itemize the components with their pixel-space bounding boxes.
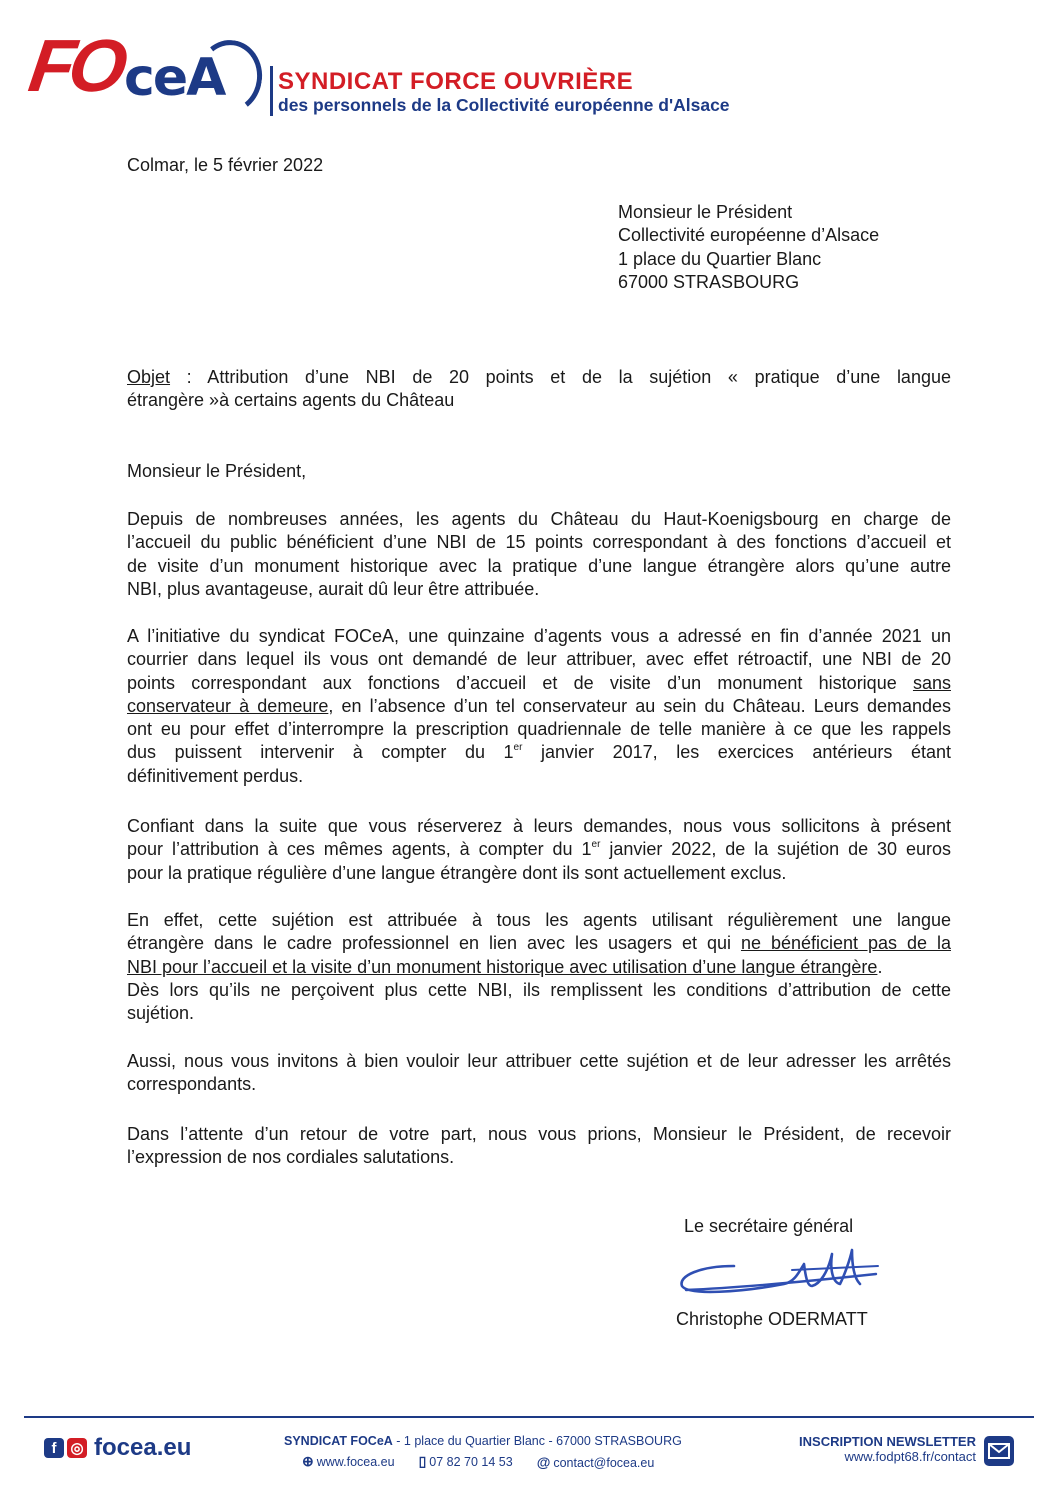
newsletter-title: INSCRIPTION NEWSLETTER	[799, 1434, 976, 1449]
footer-site-link[interactable]: focea.eu	[94, 1434, 192, 1461]
paragraph-5	[127, 1050, 951, 1097]
salutation-text: Monsieur le Président,	[127, 461, 307, 481]
recipient-line: Collectivité européenne d’Alsace	[618, 225, 880, 246]
letterhead	[24, 24, 1028, 124]
paragraph-line	[127, 695, 951, 718]
paragraph-text: dus puissent intervenir à compter du 1	[127, 742, 514, 763]
paragraph-1	[127, 508, 951, 601]
subject-text: : Attribution d’une NBI de 20 points et de la sujétion « pratique d’une langue	[170, 367, 951, 387]
recipient-line: 67000 STRASBOURG	[618, 272, 800, 293]
paragraph-line: A l’initiative du syndicat FOCeA, une quinzaine d’agents vous a adressé en fin d’année 2021 un	[127, 626, 951, 646]
footer-contact-row	[284, 1453, 724, 1470]
phone-icon: ▯	[418, 1453, 427, 1469]
footer-org-name: SYNDICAT FOCeA	[284, 1434, 393, 1448]
paragraph-line: l’expression de nos cordiales salutations.	[127, 1147, 455, 1168]
globe-icon: ⊕	[302, 1453, 314, 1469]
at-icon: @	[536, 1453, 551, 1470]
subject-line: étrangère »à certains agents du Château	[127, 390, 455, 411]
logo-cea-text: ceA	[124, 48, 225, 108]
instagram-icon[interactable]: ◎	[67, 1438, 87, 1458]
paragraph-line: En effet, cette sujétion est attribuée à tous les agents utilisant régulièrement une langue	[127, 910, 951, 930]
footer-web-text: www.focea.eu	[316, 1455, 395, 1469]
superscript: er	[513, 742, 523, 754]
footer-phone[interactable]	[419, 1453, 513, 1470]
underlined-text: ne bénéficient pas de la	[740, 933, 951, 954]
footer-divider	[24, 1416, 1034, 1418]
signatory-role: Le secrétaire général	[684, 1216, 854, 1236]
paragraph-2	[127, 625, 951, 788]
paragraph-line: Aussi, nous vous invitons à bien vouloir leur attribuer cette sujétion et de leur adresser les arrêtés	[127, 1051, 951, 1071]
handwritten-signature	[672, 1246, 882, 1308]
paragraph-line: Confiant dans la suite que vous réserverez à leurs demandes, nous vous sollicitons à présent	[127, 816, 951, 836]
paragraph-4	[127, 909, 951, 1025]
underlined-text: sans	[912, 672, 951, 693]
footer-org-address: - 1 place du Quartier Blanc - 67000 STRASBOURG	[392, 1434, 682, 1448]
paragraph-text: , en l’absence d’un tel conservateur au sein du Château. Leurs demandes	[328, 695, 951, 716]
recipient-line: Monsieur le Président	[618, 202, 793, 222]
paragraph-line: correspondants.	[127, 1074, 257, 1095]
paragraph-line	[127, 838, 951, 861]
paragraph-line: courrier dans lequel ils vous ont demandé de leur attribuer, avec effet rétroactif, une NBI de 20	[127, 649, 951, 670]
paragraph-text: points correspondant aux fonctions d’accueil et de visite d’un monument historique	[127, 672, 897, 693]
paragraph-text: .	[877, 956, 883, 977]
paragraph-3	[127, 815, 951, 885]
paragraph-line: de visite d’un monument historique avec la pratique d’une langue étrangère alors qu’une autre	[127, 555, 951, 576]
union-subtitle: des personnels de la Collectivité européenne d'Alsace	[278, 95, 730, 115]
paragraph-text: étrangère dans le cadre professionnel en lien avec les usagers et qui	[127, 933, 731, 954]
footer-email[interactable]	[537, 1454, 655, 1470]
paragraph-line: NBI, plus avantageuse, aurait dû leur être attribuée.	[127, 578, 540, 599]
union-title: SYNDICAT FORCE OUVRIÈRE	[278, 68, 634, 95]
paragraph-line	[127, 956, 951, 979]
mail-icon[interactable]	[984, 1436, 1014, 1466]
paragraph-line	[127, 741, 951, 764]
focea-logo	[24, 24, 260, 116]
newsletter-link[interactable]: www.fodpt68.fr/contact	[844, 1449, 976, 1464]
footer-phone-text: 07 82 70 14 53	[429, 1455, 513, 1469]
subject-block	[127, 366, 951, 413]
footer-email-text: contact@focea.eu	[553, 1455, 655, 1470]
paragraph-line	[127, 932, 951, 955]
paragraph-line: Dans l’attente d’un retour de votre part, nous vous prions, Monsieur le Président, de recevoir	[127, 1124, 951, 1144]
paragraph-line: ont eu pour effet d’interrompre la prescription quadriennale de telle manière à ce que les rappels	[127, 719, 951, 740]
paragraph-text: janvier 2022, de la sujétion de 30 euros	[600, 839, 951, 860]
footer-web[interactable]	[302, 1453, 395, 1470]
recipient-address	[618, 201, 879, 295]
paragraph-line: l’accueil du public bénéficient d’une NBI de 15 points correspondant à des fonctions d’accueil et	[127, 532, 951, 553]
footer-contact	[284, 1434, 724, 1470]
paragraph-6	[127, 1123, 951, 1170]
paragraph-line: sujétion.	[127, 1003, 195, 1024]
paragraph-line: Dès lors qu’ils ne perçoivent plus cette NBI, ils remplissent les conditions d’attribution de cette	[127, 979, 951, 1000]
paragraph-line	[127, 672, 951, 695]
subject-line	[127, 366, 951, 389]
footer-social	[44, 1432, 191, 1464]
signatory-name: Christophe ODERMATT	[676, 1309, 868, 1329]
letter-date: Colmar, le 5 février 2022	[127, 155, 324, 175]
salutation	[127, 460, 951, 483]
subject-label: Objet	[127, 367, 171, 387]
paragraph-line: pour la pratique régulière d’une langue étrangère dont ils sont actuellement exclus.	[127, 862, 787, 883]
paragraph-line: Depuis de nombreuses années, les agents du Château du Haut-Koenigsbourg en charge de	[127, 509, 951, 529]
underlined-text: NBI pour l’accueil et la visite d’un monument historique avec utilisation d’une langue étrangère	[127, 956, 878, 977]
footer-address	[284, 1434, 724, 1448]
header-separator	[270, 66, 273, 116]
footer-newsletter	[780, 1434, 976, 1464]
paragraph-line: définitivement perdus.	[127, 765, 304, 786]
paragraph-text: janvier 2017, les exercices antérieurs étant	[522, 742, 951, 763]
underlined-text: conservateur à demeure	[127, 695, 329, 716]
facebook-icon[interactable]: f	[44, 1438, 64, 1458]
recipient-line: 1 place du Quartier Blanc	[618, 248, 822, 269]
logo-fo-text: FO	[24, 24, 127, 107]
paragraph-text: pour l’attribution à ces mêmes agents, à compter du 1	[127, 839, 592, 860]
superscript: er	[591, 839, 601, 851]
